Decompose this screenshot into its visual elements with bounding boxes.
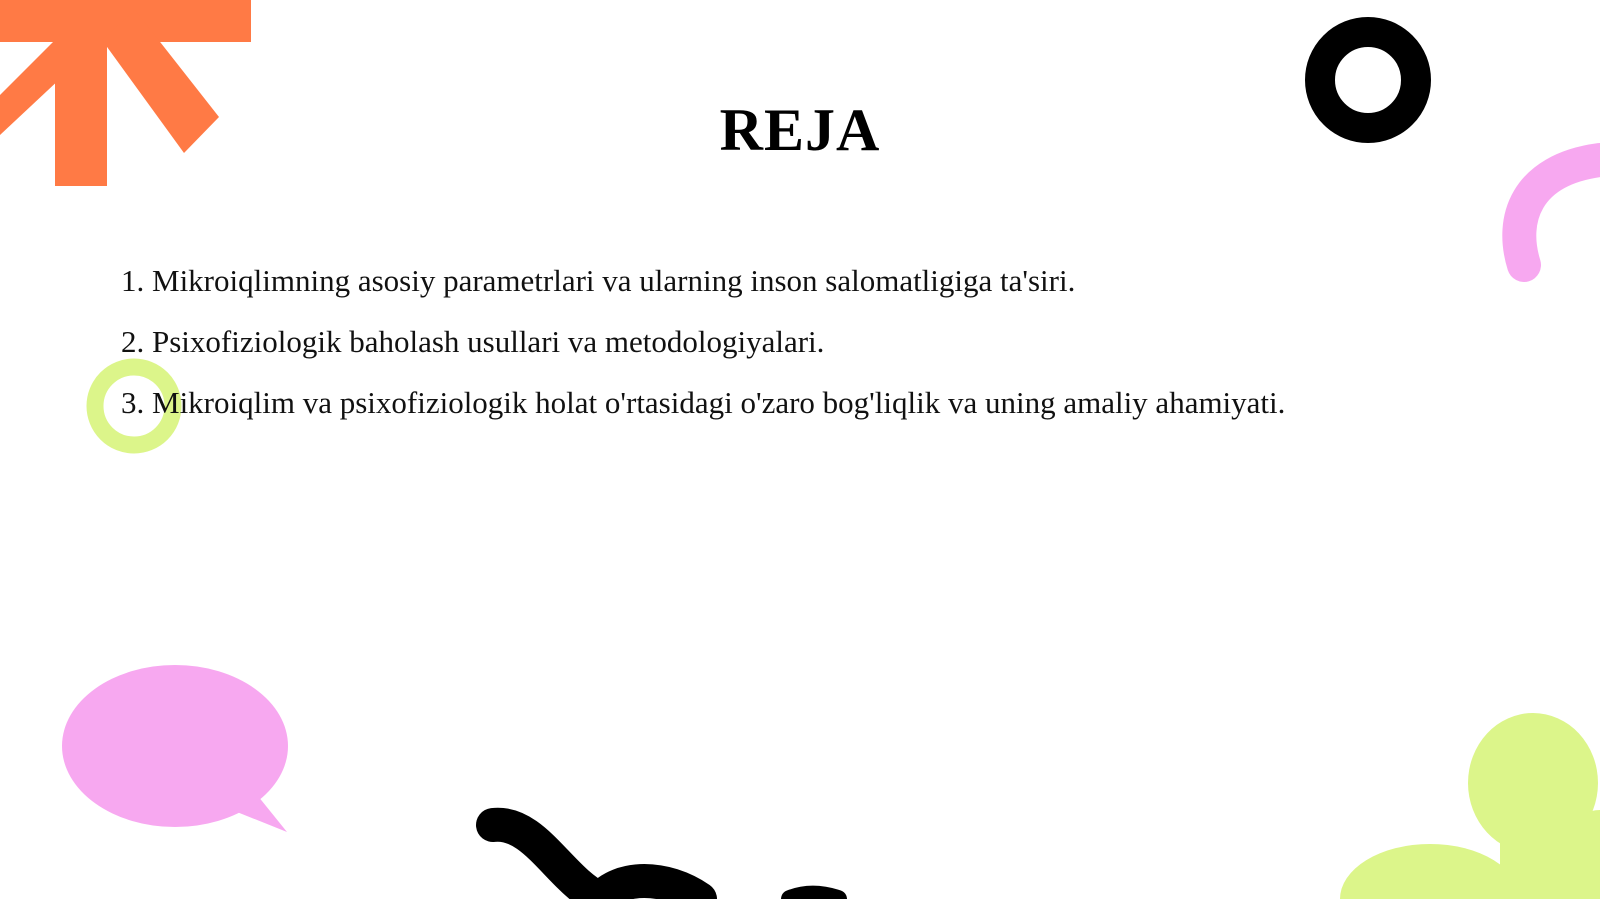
- plan-list: [121, 250, 1285, 433]
- plan-item: 1. Mikroiqlimning asosiy parametrlari va ularning inson salomatligiga ta'siri.: [121, 263, 1076, 298]
- lime-flower-shape: [1340, 713, 1600, 899]
- black-squiggle-tail-shape: [790, 895, 838, 899]
- black-squiggle-shape: [493, 825, 700, 899]
- slide-title: REJA: [719, 97, 881, 163]
- pink-arc-shape: [1519, 160, 1600, 265]
- plan-item: 2. Psixofiziologik baholash usullari va metodologiyalari.: [121, 324, 825, 359]
- pink-speech-bubble-shape: [62, 665, 288, 832]
- plan-item: 3. Mikroiqlim va psixofiziologik holat o'rtasidagi o'zaro bog'liqlik va uning amaliy ahamiyati.: [121, 385, 1286, 420]
